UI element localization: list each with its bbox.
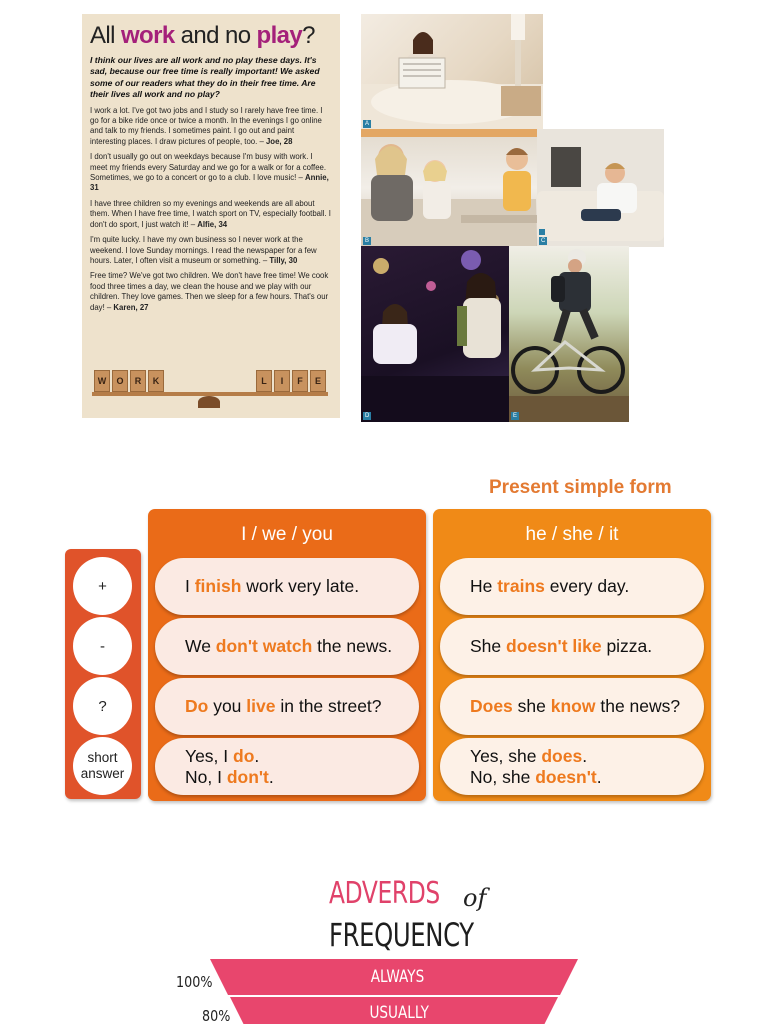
photo-e-illustration (509, 246, 629, 422)
column-he-she-it (433, 509, 711, 801)
example-positive (155, 558, 419, 615)
reader-paragraph (90, 271, 332, 313)
title-part: and no (174, 22, 257, 49)
sentence-part: No, she (470, 766, 536, 787)
highlight-verb: don't (226, 766, 269, 787)
photo-tag: B (365, 238, 370, 244)
highlight-verb: doesn't (535, 766, 597, 787)
article-card (82, 14, 340, 418)
highlight-verb: does (541, 745, 583, 766)
title-part: All (90, 22, 121, 49)
highlight-verb: trains (497, 576, 545, 596)
example-question (155, 678, 419, 735)
letter-tile: O (112, 370, 128, 392)
example-positive (440, 558, 704, 615)
sentence-part: you (208, 696, 247, 716)
adverbs-title-of: of (463, 884, 487, 912)
question-symbol: ? (73, 677, 132, 735)
letter-tile: I (274, 370, 290, 392)
paragraph-text: I don't usually go out on weekdays because I'm busy with work. I meet my friends every Saturday and we go for a walk or for a coffee. Sometimes, we go to a concert or go to a club. I love music! – (90, 152, 327, 183)
letter-tile: K (148, 370, 164, 392)
highlight-auxiliary: Does (470, 696, 513, 716)
article-intro: I think our lives are all work and no play these days. It's sad, because our free time is really important! We asked some of our readers what they do in their free time. Are their lives all work and no play? (90, 55, 320, 100)
sentence-part: the news. (312, 636, 393, 656)
title-part: ? (302, 22, 315, 49)
highlight-auxiliary: Do (185, 696, 209, 716)
sentence-part: . (582, 745, 588, 766)
column-header: I / we / you (241, 524, 333, 545)
column-header: he / she / it (525, 524, 619, 545)
reader-signature: Joe, 28 (265, 136, 293, 146)
photo-tag: E (513, 413, 518, 419)
sentence-part: . (596, 766, 602, 787)
percent-label: 100% (176, 973, 213, 991)
paragraph-text: I have three children so my evenings and weekends are all about them. When I have free time, I watch sport on TV, especially football. I don't do sport, I just watch it! – (90, 198, 331, 229)
sentence-part: Yes, she (470, 745, 542, 766)
highlight-verb: finish (194, 576, 242, 596)
sentence-part: She (470, 636, 506, 656)
sentence-part: He (470, 576, 498, 596)
adverb-always: ALWAYS (370, 967, 425, 987)
article-title (90, 22, 332, 50)
paragraph-text: I work a lot. I've got two jobs and I study so I rarely have free time. I go for a bike ride once or twice a month. In the evenings I go online and talk to my friends. I sometimes paint. I go out and paint interesting places. I draw pictures of people, too. – (90, 105, 323, 146)
photo-tag: D (365, 413, 370, 419)
letter-tile: L (256, 370, 272, 392)
photo-bc-illustration (361, 129, 664, 247)
reader-signature: Tilly, 30 (269, 255, 298, 265)
highlight-verb: doesn't like (506, 636, 602, 656)
letter-tile: F (292, 370, 308, 392)
highlight-verb: do (233, 745, 255, 766)
paragraph-text: I'm quite lucky. I have my own business so I never work at the weekend. I love Sunday mornings. I read the newspaper for a few hours. Later, I often visit a museum or something. – (90, 235, 317, 265)
sentence-part: . (254, 745, 260, 766)
sentence-part: pizza. (601, 636, 653, 656)
highlight-verb: live (246, 696, 276, 716)
adverb-usually: USUALLY (369, 1003, 429, 1023)
paragraph-text: Free time? We've got two children. We don't have free time! We cook food three times a day, we clean the house and we play with our children. They love games. Then we sleep for a few hours. That's our day! – (90, 271, 329, 312)
example-question (440, 678, 704, 735)
title-play: play (256, 22, 303, 49)
reader-paragraph (90, 235, 332, 266)
sentence-part: I (185, 576, 195, 596)
highlight-verb: know (550, 696, 596, 716)
sentence-part: work very late. (241, 576, 360, 596)
sentence-part: Yes, I (185, 745, 233, 766)
sentence-part: No, I (185, 766, 227, 787)
reader-paragraph (90, 106, 332, 148)
sentence-part: We (185, 636, 216, 656)
sentence-part: every day. (544, 576, 630, 596)
example-short-answer (155, 738, 419, 795)
photo-friends-at-concert (361, 246, 509, 422)
photo-a-illustration (361, 14, 543, 130)
highlight-verb: don't watch (215, 636, 313, 656)
negative-symbol: - (73, 617, 132, 675)
balance-fulcrum (198, 396, 220, 408)
work-life-balance-illustration (82, 356, 340, 418)
sentence-part: in the street? (275, 696, 382, 716)
sentence-part: she (512, 696, 551, 716)
reader-signature: Annie, 31 (90, 173, 329, 193)
letter-tile: R (130, 370, 146, 392)
sentence-part: the news? (595, 696, 681, 716)
present-simple-heading: Present simple form (489, 477, 672, 498)
reader-signature: Karen, 27 (113, 302, 149, 312)
adverbs-title: ADVERDS (329, 876, 440, 911)
reader-paragraph (90, 199, 332, 230)
photo-d-illustration (361, 246, 509, 422)
sentence-part: . (268, 766, 274, 787)
letter-tile: W (94, 370, 110, 392)
example-negative (440, 618, 704, 675)
positive-symbol: + (73, 557, 132, 615)
column-i-we-you (148, 509, 426, 801)
photo-tag: C (541, 238, 546, 244)
example-short-answer (440, 738, 704, 795)
example-negative (155, 618, 419, 675)
short-answer-label: short answer (73, 737, 132, 795)
photo-man-riding-bike (509, 246, 629, 422)
photo-tag: A (365, 121, 370, 127)
reader-paragraph (90, 152, 332, 194)
photo-family-and-man-on-sofa (361, 129, 664, 247)
percent-label: 80% (202, 1007, 231, 1024)
frequency-title: FREQUENCY (329, 916, 474, 954)
reader-signature: Alfie, 34 (197, 219, 228, 229)
title-work: work (120, 22, 175, 49)
photo-woman-reading-newspaper (361, 14, 543, 130)
letter-tile: E (310, 370, 326, 392)
